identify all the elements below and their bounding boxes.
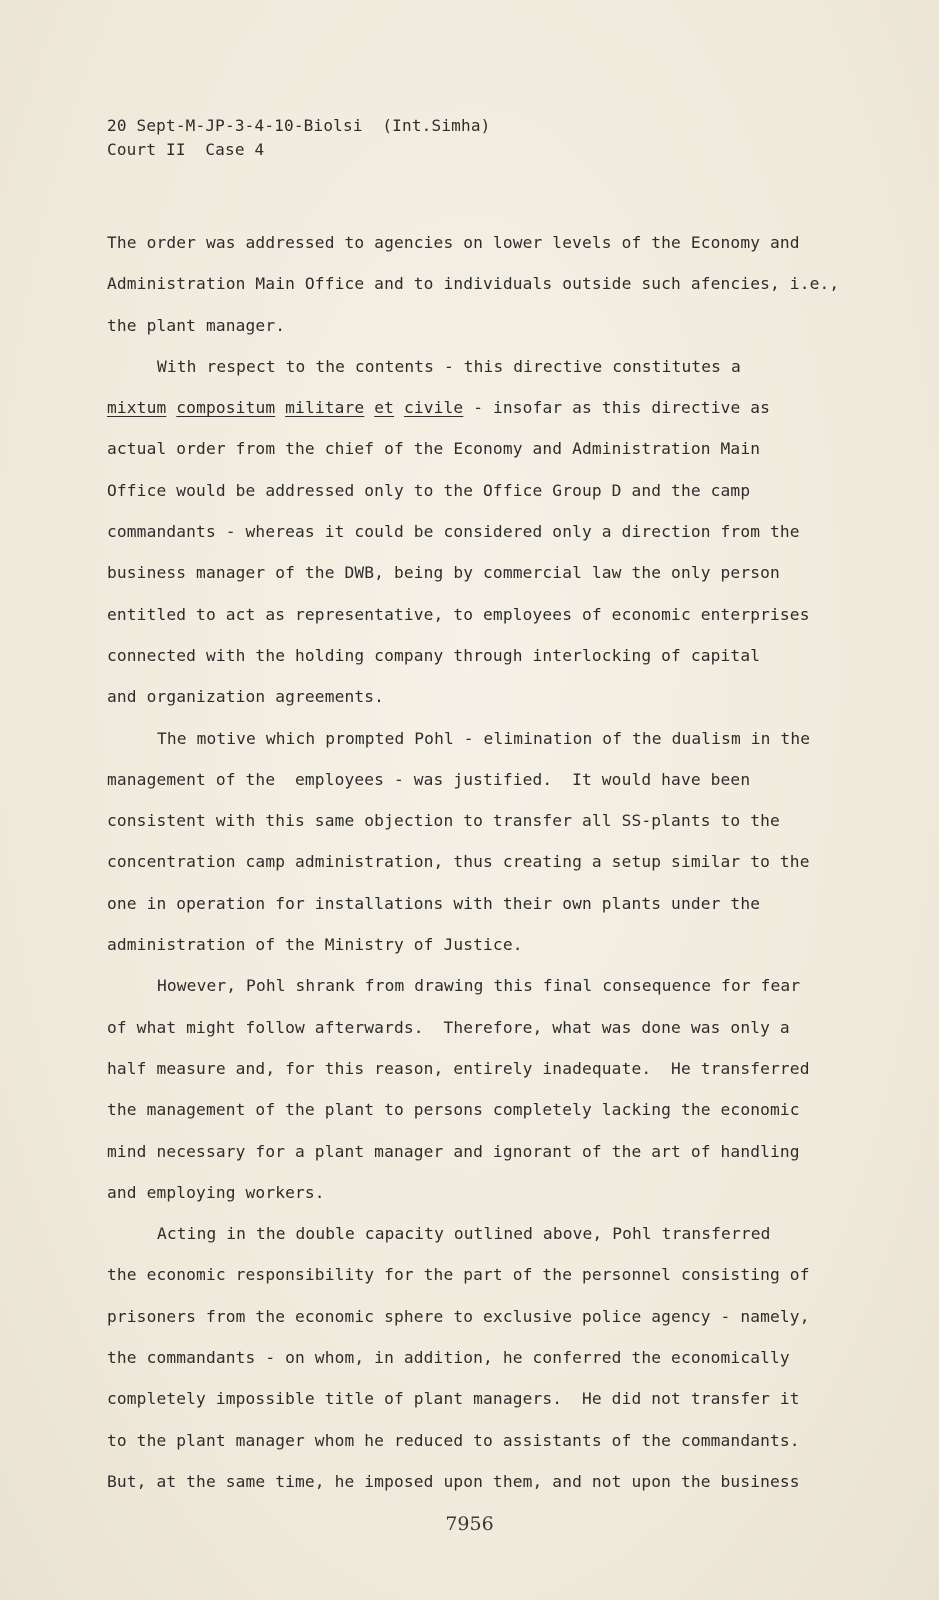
text-line: and organization agreements. (107, 687, 385, 707)
text-line: the plant manager. (107, 315, 286, 335)
text-line: The motive which prompted Pohl - elimination of the dualism in the (157, 728, 811, 748)
text-line: one in operation for installations with their own plants under the (107, 893, 761, 913)
paragraph-5 (107, 1213, 847, 1502)
text-line: half measure and, for this reason, entirely inadequate. He transferred (107, 1058, 810, 1078)
underlined-term: mixtum (107, 398, 167, 418)
document-body (107, 222, 847, 1502)
text-line: actual order from the chief of the Economy and Administration Main (107, 439, 761, 459)
page-number: 7956 (445, 1513, 494, 1535)
document-header (107, 114, 490, 162)
underlined-term: civile (403, 398, 464, 418)
text-line-underlined-term (107, 387, 847, 428)
header-reference-line: 20 Sept-M-JP-3-4-10-Biolsi (Int.Simha) (107, 116, 491, 135)
text-line: Office would be addressed only to the Office Group D and the camp (107, 480, 751, 500)
header-court-case-line: Court II Case 4 (107, 140, 265, 159)
paragraph-3 (107, 718, 847, 966)
text-line: the economic responsibility for the part of the personnel consisting of (107, 1265, 810, 1285)
text-line: But, at the same time, he imposed upon them, and not upon the business (107, 1471, 800, 1491)
text-line: prisoners from the economic sphere to exclusive police agency - namely, (107, 1306, 810, 1326)
text-segment: - insofar as this directive as (463, 398, 771, 418)
text-line: administration of the Ministry of Justice. (107, 935, 523, 955)
text-line: consistent with this same objection to transfer all SS-plants to the (107, 811, 780, 831)
text-line: commandants - whereas it could be considered only a direction from the (107, 522, 800, 542)
text-line: Acting in the double capacity outlined above, Pohl transferred (157, 1224, 771, 1244)
text-line: the commandants - on whom, in addition, he conferred the economically (107, 1348, 790, 1368)
underlined-term: compositum (176, 398, 276, 418)
text-line: of what might follow afterwards. Therefore, what was done was only a (107, 1017, 790, 1037)
paragraph-2 (107, 346, 847, 718)
text-line: With respect to the contents - this directive constitutes a (157, 356, 741, 376)
text-line: to the plant manager whom he reduced to assistants of the commandants. (107, 1430, 800, 1450)
underlined-term: et (374, 398, 395, 418)
underlined-term: militare (285, 398, 365, 418)
paragraph-1 (107, 222, 847, 346)
text-line: entitled to act as representative, to employees of economic enterprises (107, 604, 810, 624)
text-line: However, Pohl shrank from drawing this final consequence for fear (157, 976, 801, 996)
text-line: concentration camp administration, thus creating a setup similar to the (107, 852, 810, 872)
text-line: completely impossible title of plant managers. He did not transfer it (107, 1389, 800, 1409)
text-line: mind necessary for a plant manager and ignorant of the art of handling (107, 1141, 800, 1161)
paragraph-4 (107, 965, 847, 1213)
text-line: Administration Main Office and to individuals outside such afencies, i.e., (107, 274, 840, 294)
text-line: the management of the plant to persons completely lacking the economic (107, 1100, 800, 1120)
text-line: management of the employees - was justified. It would have been (107, 769, 751, 789)
text-line: business manager of the DWB, being by commercial law the only person (107, 563, 780, 583)
text-line: The order was addressed to agencies on lower levels of the Economy and (107, 233, 800, 252)
text-line: and employing workers. (107, 1182, 325, 1202)
text-line: connected with the holding company through interlocking of capital (107, 645, 761, 665)
